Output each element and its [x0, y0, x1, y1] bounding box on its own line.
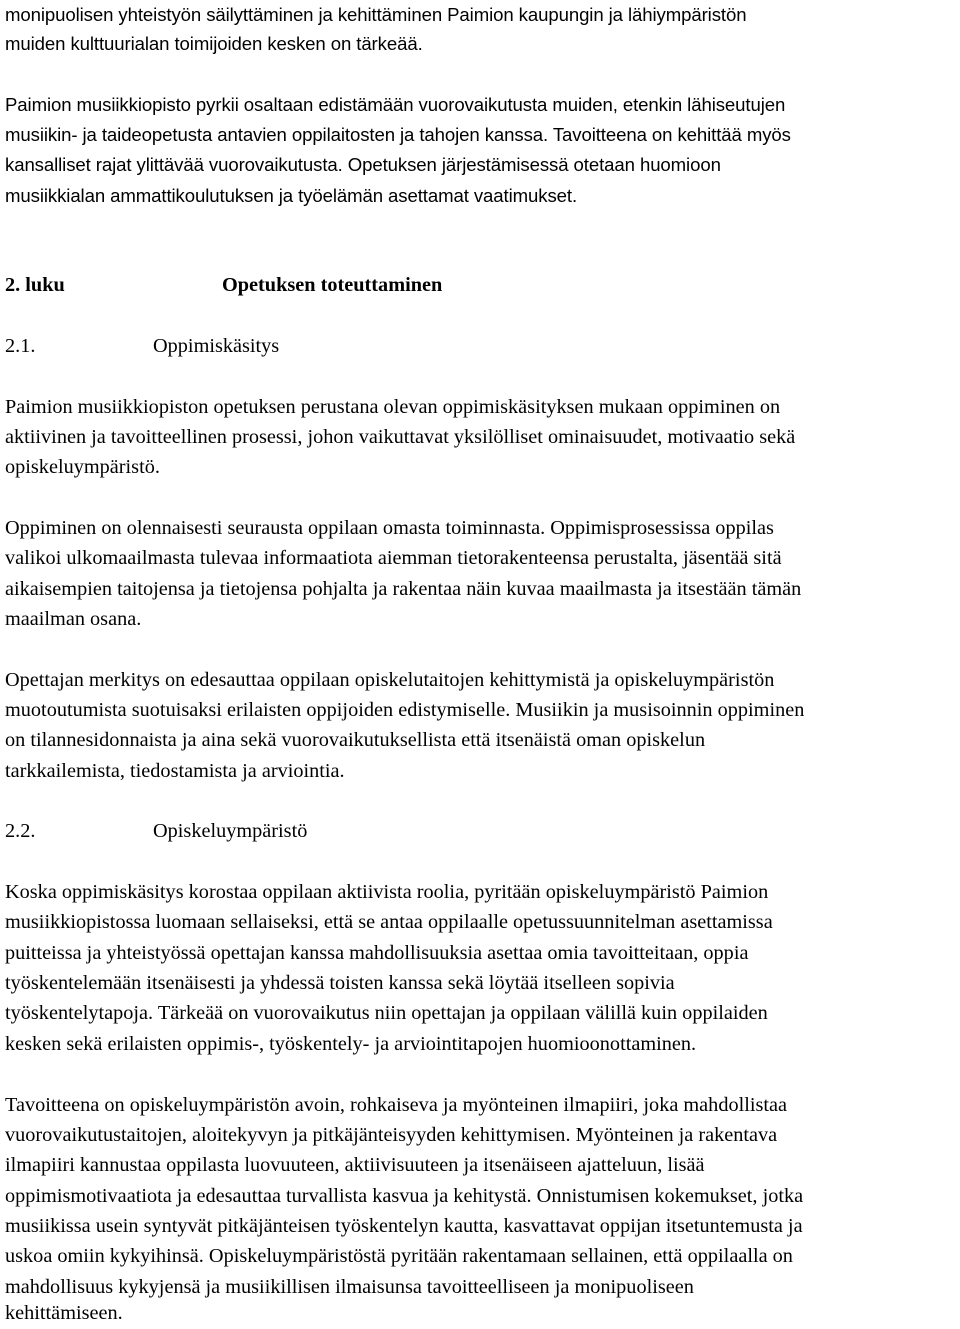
section-number: 2.2. — [5, 820, 36, 842]
paragraph-line: työskentelytapoja. Tärkeää on vuorovaikutus niin opettajan ja oppilaan välillä kuin oppilaiden — [5, 1002, 768, 1024]
paragraph-line: valikoi ulkomaailmasta tulevaa informaatiota aiemman tietorakenteensa perustalta, jäsentää sitä — [5, 547, 782, 569]
paragraph-line: Oppiminen on olennaisesti seurausta oppilaan omasta toiminnasta. Oppimisprosessissa oppilas — [5, 517, 774, 539]
paragraph-line: opiskeluympäristö. — [5, 456, 160, 478]
cooperation-line: kansalliset rajat ylittävää vuorovaikutusta. Opetuksen järjestämisessä otetaan huomioon — [5, 154, 721, 175]
chapter-heading — [5, 270, 443, 300]
paragraph-line: ilmapiiri kannustaa oppilasta luovuuteen, aktiivisuuteen ja itsenäiseen ajatteluun, lisää — [5, 1154, 705, 1176]
paragraph-line: tarkkailemista, tiedostamista ja arviointia. — [5, 760, 345, 782]
chapter-number: 2. luku — [5, 274, 65, 296]
paragraph-line: puitteissa ja yhteistyössä opettajan kanssa mahdollisuuksia asettaa omia tavoitteitaan, oppia — [5, 942, 749, 964]
paragraph-line: Opettajan merkitys on edesauttaa oppilaan opiskelutaitojen kehittymistä ja opiskeluympäristön — [5, 669, 775, 691]
paragraph-line: musiikissa usein syntyvät pitkäjänteisen työskentelyn kautta, kasvattavat oppijan itsetuntemusta ja — [5, 1215, 803, 1237]
paragraph-line: vuorovaikutustaitojen, aloitekyvyn ja pitkäjänteisyyden kehittymisen. Myönteinen ja rakentava — [5, 1124, 778, 1146]
paragraph-line: kesken sekä erilaisten oppimis-, työskentely- ja arviointitapojen huomioonottaminen. — [5, 1033, 697, 1055]
intro-line: monipuolisen yhteistyön säilyttäminen ja kehittäminen Paimion kaupungin ja lähiympäristön — [5, 4, 747, 25]
paragraph-line: oppimismotivaatiota ja edesauttaa turvallista kasvua ja kehitystä. Onnistumisen kokemukset, jotka — [5, 1185, 804, 1207]
intro-line: muiden kulttuurialan toimijoiden kesken on tärkeää. — [5, 33, 423, 54]
paragraph-line: maailman osana. — [5, 608, 142, 630]
cooperation-line: musiikin- ja taideopetusta antavien oppilaitosten ja tahojen kanssa. Tavoitteena on kehittää myös — [5, 124, 791, 145]
paragraph-line: mahdollisuus kykyjensä ja musiikillisen ilmaisunsa tavoitteelliseen ja monipuoliseen — [5, 1276, 694, 1298]
section-number: 2.1. — [5, 335, 36, 357]
cooperation-line: Paimion musiikkiopisto pyrkii osaltaan edistämään vuorovaikutusta muiden, etenkin lähiseutujen — [5, 94, 786, 115]
paragraph-line: Tavoitteena on opiskeluympäristön avoin, rohkaiseva ja myönteinen ilmapiiri, joka mahdollistaa — [5, 1094, 788, 1116]
paragraph-line: Koska oppimiskäsitys korostaa oppilaan aktiivista roolia, pyritään opiskeluympäristö Paimion — [5, 881, 769, 903]
paragraph-line: aktiivinen ja tavoitteellinen prosessi, johon vaikuttavat yksilölliset ominaisuudet, motivaatio sekä — [5, 426, 796, 448]
section-heading — [5, 816, 308, 846]
paragraph-line: muotoutumista suotuisaksi erilaisten oppijoiden edistymiselle. Musiikin ja musisoinnin oppiminen — [5, 699, 805, 721]
paragraph-line: kehittämiseen. — [5, 1302, 123, 1324]
paragraph-line: on tilannesidonnaista ja aina sekä vuorovaikutuksellista että itsenäistä oman opiskelun — [5, 729, 706, 751]
paragraph-line: Paimion musiikkiopiston opetuksen perustana olevan oppimiskäsityksen mukaan oppiminen on — [5, 396, 781, 418]
section-heading — [5, 331, 280, 361]
paragraph-line: uskoa omiin kykyihinsä. Opiskeluympäristöstä pyritään rakentamaan sellainen, että oppilaalla on — [5, 1245, 793, 1267]
section-title: Opiskeluympäristö — [153, 820, 308, 842]
paragraph-line: työskentelemään itsenäisesti ja yhdessä toisten kanssa sekä löytää itselleen sopivia — [5, 972, 675, 994]
paragraph-line: aikaisempien taitojensa ja tietojensa pohjalta ja rakentaa näin kuvaa maailmasta ja itsestään tämän — [5, 578, 802, 600]
paragraph-line: musiikkiopistossa luomaan sellaiseksi, että se antaa oppilaalle opetussuunnitelman asettamissa — [5, 911, 773, 933]
section-title: Oppimiskäsitys — [153, 335, 280, 357]
chapter-title: Opetuksen toteuttaminen — [222, 274, 443, 296]
cooperation-line: musiikkialan ammattikoulutuksen ja työelämän asettamat vaatimukset. — [5, 185, 578, 206]
